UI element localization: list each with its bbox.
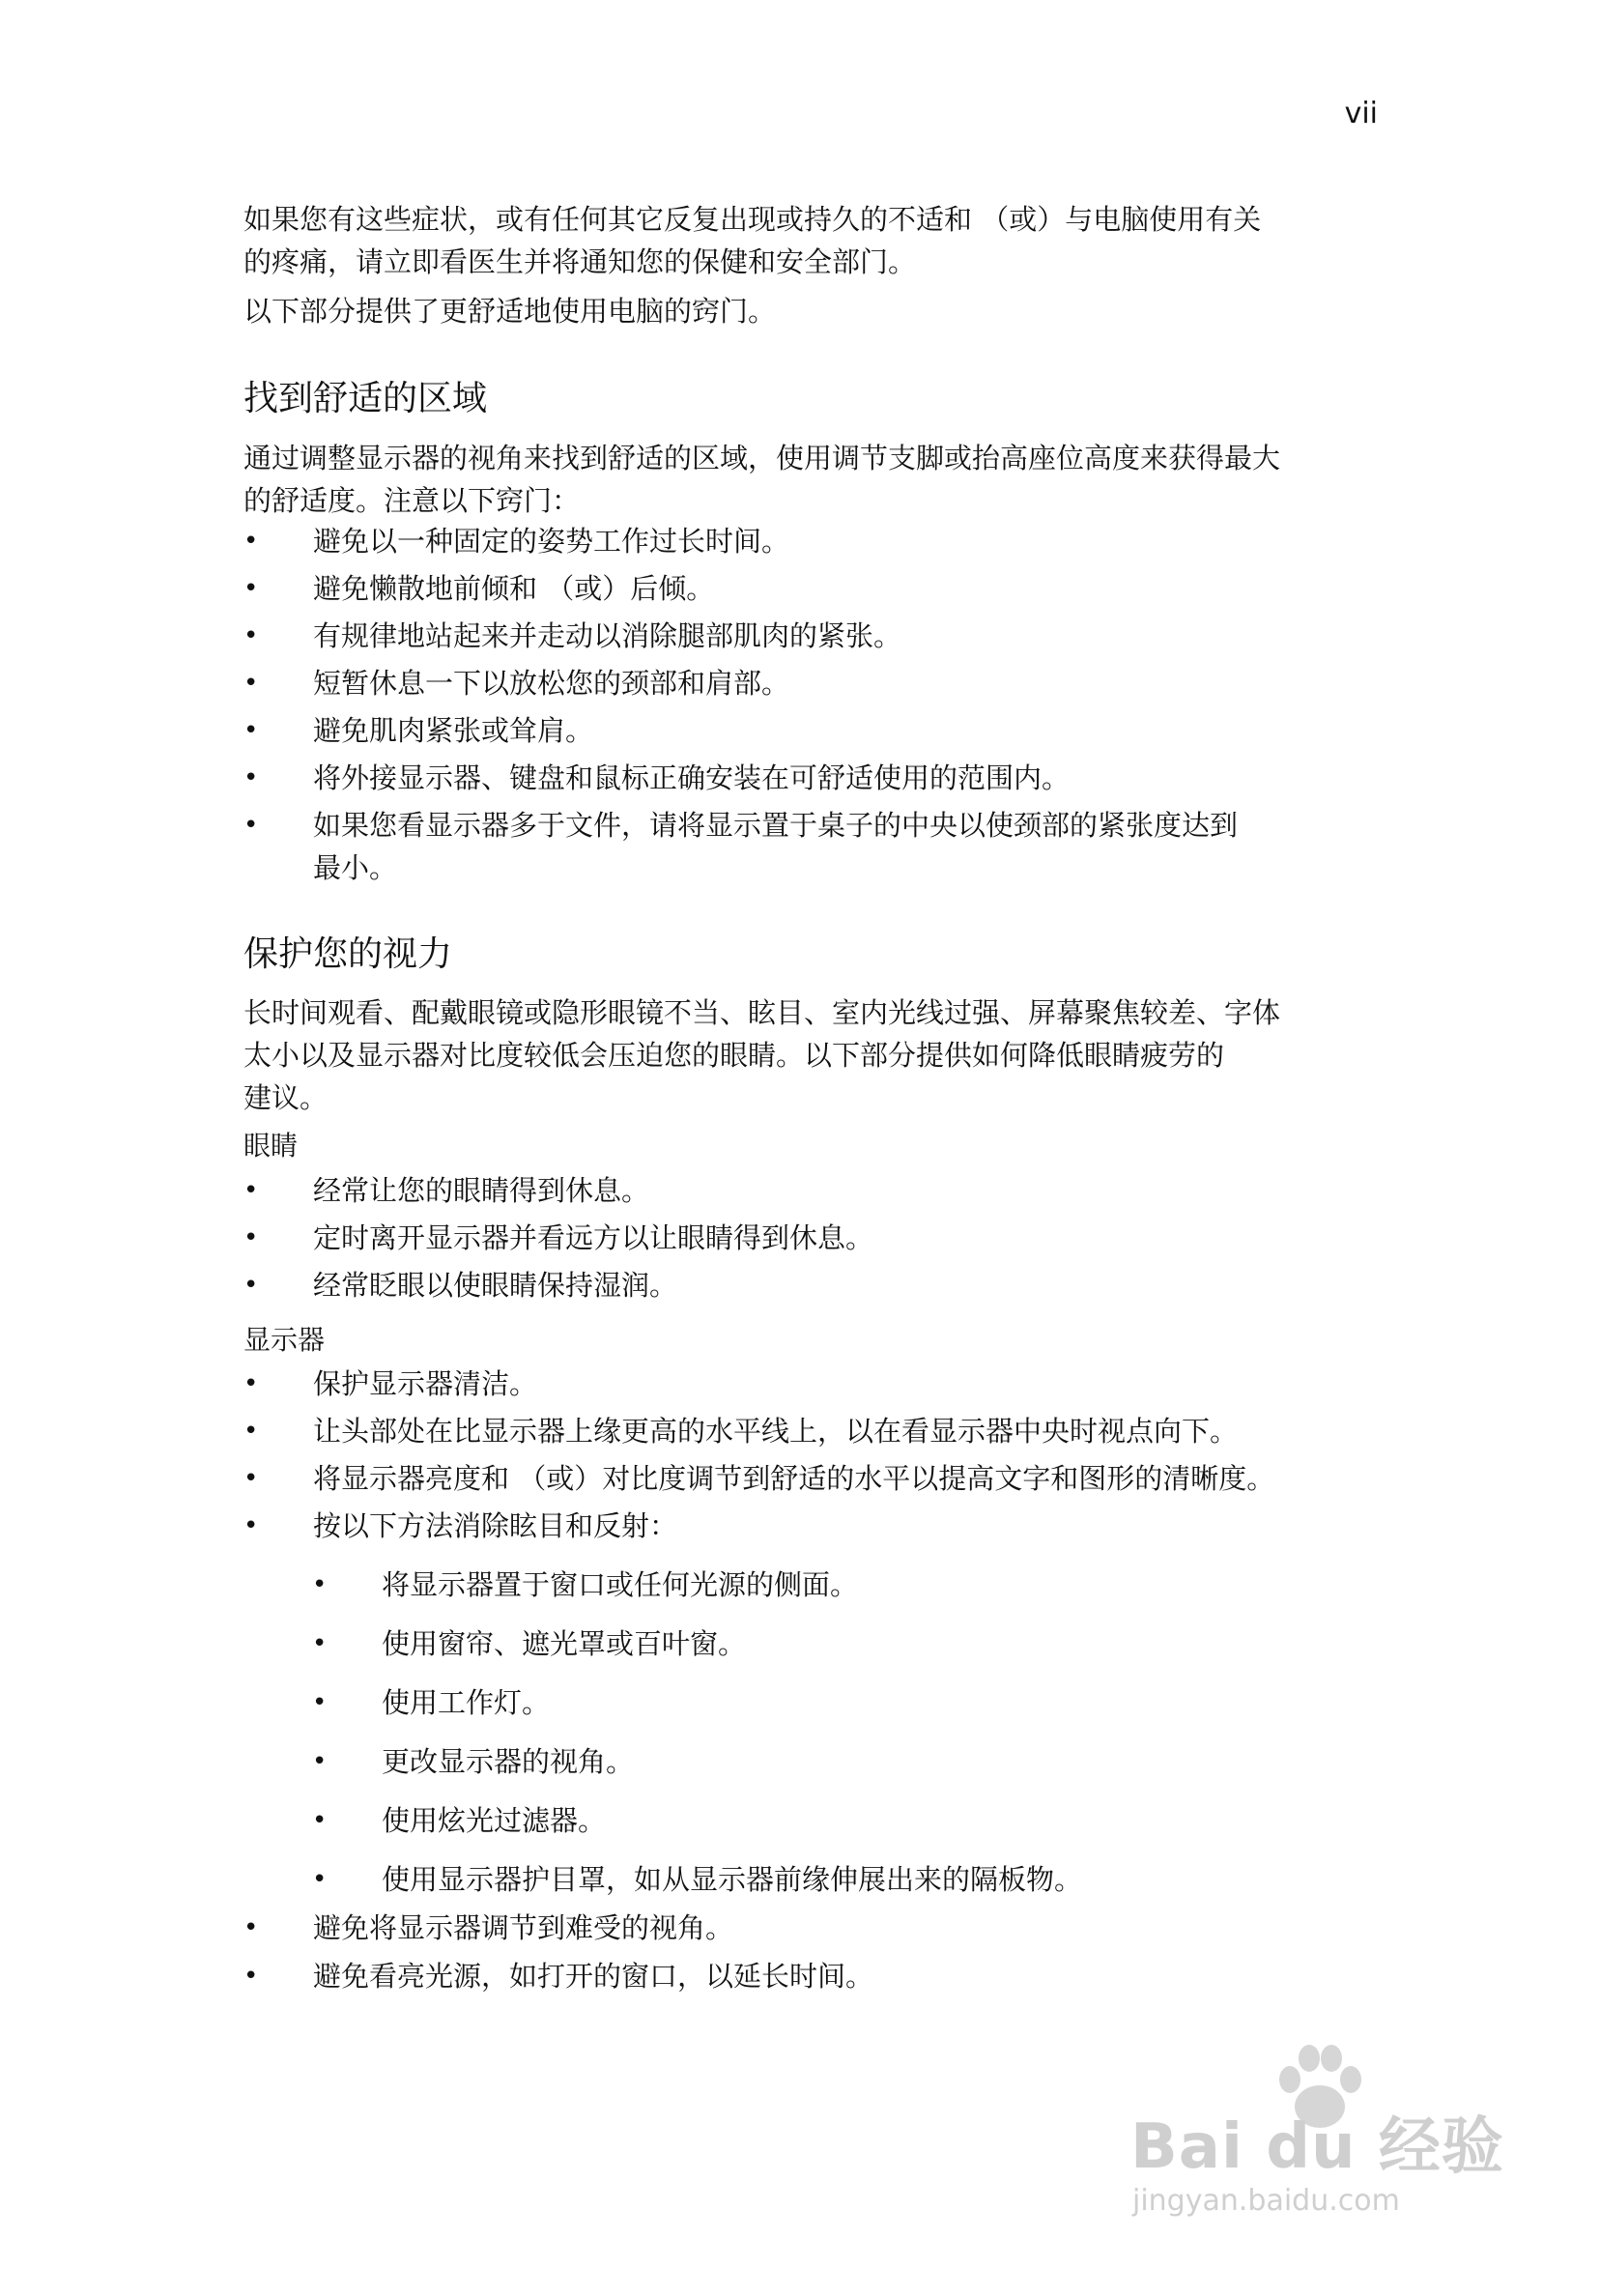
- list-item-text: 避免将显示器调节到难受的视角。: [313, 1911, 734, 1944]
- bullet-icon: •: [243, 811, 259, 840]
- list-item-text: 有规律地站起来并走动以消除腿部肌肉的紧张。: [313, 619, 902, 652]
- section-heading-comfort-zone: 找到舒适的区域: [243, 379, 488, 418]
- list-item: [243, 1622, 1393, 1665]
- list-item-text: 避免懒散地前倾和 （或）后倾。: [313, 572, 715, 605]
- list-item-text: 更改显示器的视角。: [382, 1745, 635, 1778]
- section1-bullet-list: [243, 520, 1393, 889]
- watermark-site: jingyan.baidu.com: [1132, 2184, 1400, 2218]
- section1-intro: [243, 437, 1393, 522]
- bullet-icon: •: [243, 621, 259, 650]
- display-label: 显示器: [243, 1324, 326, 1356]
- page-number: vii: [1344, 97, 1378, 130]
- bullet-icon: •: [243, 1962, 259, 1991]
- list-item: [243, 1169, 1393, 1212]
- list-item-text: 避免以一种固定的姿势工作过长时间。: [313, 525, 790, 558]
- intro-paragraph-1: [243, 198, 1393, 283]
- list-item-text: 经常让您的眼睛得到休息。: [313, 1174, 650, 1207]
- baidu-watermark: [1121, 2039, 1507, 2232]
- text-line: 以下部分提供了更舒适地使用电脑的窍门。: [243, 295, 777, 328]
- bullet-icon: •: [243, 1271, 259, 1300]
- section2-intro: [243, 991, 1393, 1119]
- list-item: [243, 1955, 1393, 1997]
- list-item: [243, 1264, 1393, 1306]
- text-line: 通过调整显示器的视角来找到舒适的区域，使用调节支脚或抬高座位高度来获得最大: [243, 442, 1281, 474]
- list-item-text: 将显示器置于窗口或任何光源的侧面。: [382, 1568, 859, 1601]
- list-item-text: 避免肌肉紧张或耸肩。: [313, 714, 594, 747]
- bullet-icon: •: [243, 1511, 259, 1540]
- list-item-text: 最小。: [313, 851, 398, 884]
- list-item: [243, 1681, 1393, 1724]
- display-bullet-list: [243, 1363, 1393, 1547]
- glare-bullet-list: [243, 1564, 1393, 1901]
- list-item: [243, 1564, 1393, 1606]
- list-item-text: 短暂休息一下以放松您的颈部和肩部。: [313, 667, 790, 700]
- eyes-bullet-list: [243, 1169, 1393, 1306]
- list-item: [243, 662, 1393, 704]
- bullet-icon: •: [243, 1223, 259, 1252]
- watermark-logo: Bai du 经验: [1130, 2111, 1504, 2183]
- section-heading-protect-vision: 保护您的视力: [243, 934, 453, 974]
- list-item: [243, 1858, 1393, 1901]
- list-item: [243, 1457, 1393, 1500]
- bullet-icon: •: [243, 763, 259, 792]
- bullet-icon: •: [243, 1464, 259, 1493]
- list-item: [243, 615, 1393, 657]
- bullet-icon: •: [243, 1417, 259, 1446]
- list-item-text: 将外接显示器、键盘和鼠标正确安装在可舒适使用的范围内。: [313, 761, 1071, 794]
- list-item: [243, 1907, 1393, 1949]
- list-item: [243, 1740, 1393, 1783]
- list-item-text: 经常眨眼以使眼睛保持湿润。: [313, 1269, 678, 1302]
- bullet-icon: •: [312, 1747, 328, 1776]
- text-line: 如果您有这些症状，或有任何其它反复出现或持久的不适和 （或）与电脑使用有关: [243, 203, 1262, 236]
- list-item: [243, 1505, 1393, 1547]
- eyes-label: 眼睛: [243, 1130, 299, 1162]
- list-item: [243, 567, 1393, 610]
- bullet-icon: •: [243, 1369, 259, 1398]
- bullet-icon: •: [243, 716, 259, 745]
- list-item-text: 保护显示器清洁。: [313, 1367, 538, 1400]
- final-bullet-list: [243, 1907, 1393, 1997]
- text-line: 的疼痛，请立即看医生并将通知您的保健和安全部门。: [243, 245, 917, 278]
- bullet-icon: •: [243, 574, 259, 603]
- bullet-icon: •: [243, 1176, 259, 1205]
- list-item: [243, 1217, 1393, 1259]
- list-item-text: 避免看亮光源，如打开的窗口，以延长时间。: [313, 1960, 874, 1993]
- list-item: [243, 757, 1393, 799]
- list-item-text: 定时离开显示器并看远方以让眼睛得到休息。: [313, 1221, 874, 1254]
- list-item: [243, 520, 1393, 562]
- list-item-text: 如果您看显示器多于文件，请将显示置于桌子的中央以使颈部的紧张度达到: [313, 809, 1239, 842]
- text-line: 长时间观看、配戴眼镜或隐形眼镜不当、眩目、室内光线过强、屏幕聚焦较差、字体: [243, 996, 1281, 1029]
- bullet-icon: •: [312, 1806, 328, 1835]
- text-line: 建议。: [243, 1081, 329, 1114]
- list-item: [243, 804, 1393, 889]
- list-item-text: 使用显示器护目罩，如从显示器前缘伸展出来的隔板物。: [382, 1863, 1083, 1896]
- list-item-text: 将显示器亮度和 （或）对比度调节到舒适的水平以提高文字和图形的清晰度。: [313, 1462, 1275, 1495]
- list-item-text: 使用窗帘、遮光罩或百叶窗。: [382, 1627, 747, 1660]
- bullet-icon: •: [312, 1570, 328, 1599]
- bullet-icon: •: [312, 1629, 328, 1658]
- list-item: [243, 1410, 1393, 1452]
- list-item-text: 按以下方法消除眩目和反射：: [313, 1509, 678, 1542]
- text-line: 太小以及显示器对比度较低会压迫您的眼睛。以下部分提供如何降低眼睛疲劳的: [243, 1039, 1225, 1072]
- text-line: 的舒适度。注意以下窍门：: [243, 484, 581, 517]
- intro-paragraph-2: [243, 290, 1393, 332]
- bullet-icon: •: [312, 1865, 328, 1894]
- list-item: [243, 1363, 1393, 1405]
- bullet-icon: •: [243, 669, 259, 698]
- list-item: [243, 709, 1393, 752]
- list-item-text: 让头部处在比显示器上缘更高的水平线上，以在看显示器中央时视点向下。: [313, 1415, 1239, 1448]
- bullet-icon: •: [312, 1688, 328, 1717]
- list-item-text: 使用工作灯。: [382, 1686, 551, 1719]
- bullet-icon: •: [243, 1913, 259, 1942]
- list-item-text: 使用炫光过滤器。: [382, 1804, 607, 1837]
- list-item: [243, 1799, 1393, 1842]
- bullet-icon: •: [243, 527, 259, 556]
